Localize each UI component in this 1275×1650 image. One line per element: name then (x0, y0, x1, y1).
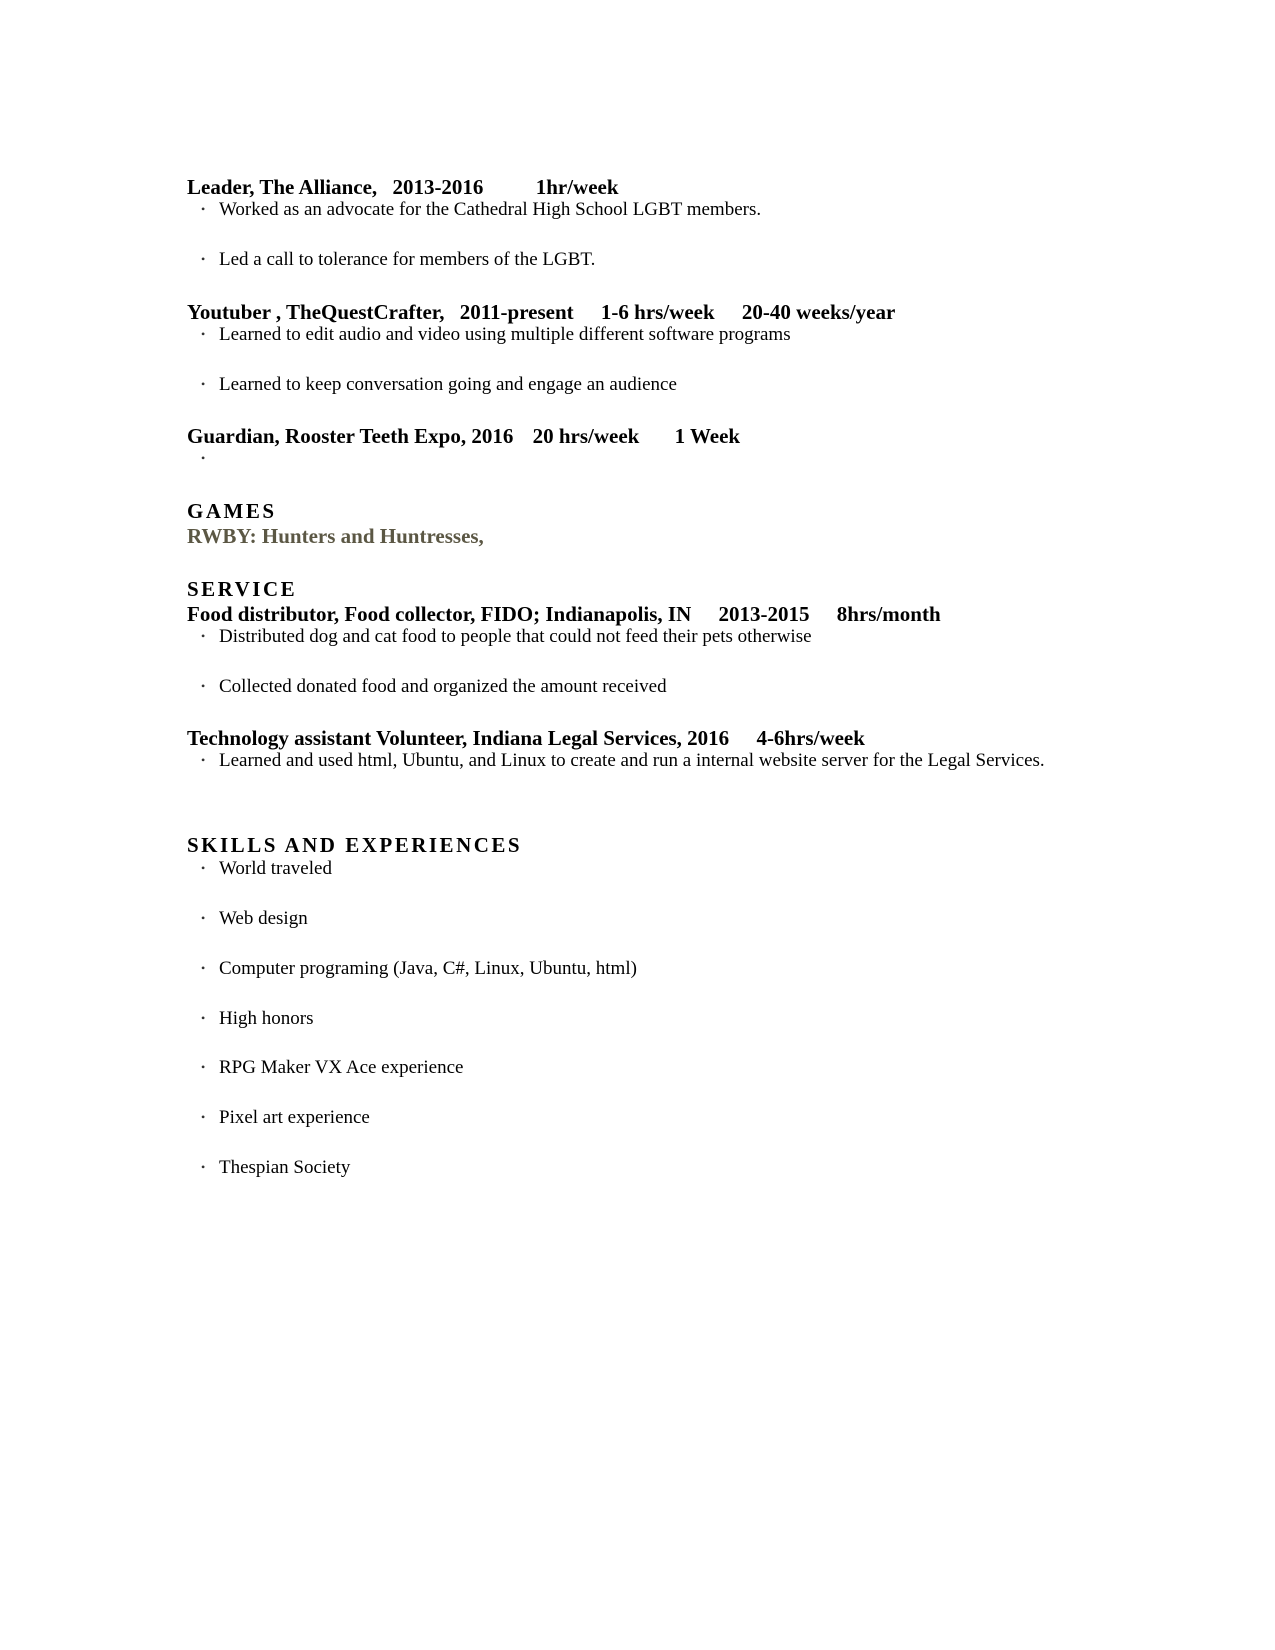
list-item: • Learned to keep conversation going and engage an audience (201, 371, 677, 398)
activity-role: Youtuber , TheQuestCrafter, (187, 300, 445, 324)
bullet-icon: • (201, 1060, 206, 1074)
list-item: • RPG Maker VX Ace experience (201, 1054, 463, 1081)
bullet-icon: • (201, 377, 206, 391)
game-title: RWBY: Hunters and Huntresses, (187, 524, 484, 548)
bullet-icon: • (201, 911, 206, 925)
service-hours: 4-6hrs/week (756, 726, 865, 750)
activity-weeks: 20-40 weeks/year (741, 300, 896, 324)
activity-years: 2013-2016 (392, 175, 484, 199)
bullet-icon: • (201, 1110, 206, 1124)
activity-weeks: 1 Week (674, 424, 741, 448)
list-item: • Thespian Society (201, 1154, 350, 1181)
section-heading-games: GAMES (187, 499, 277, 523)
bullet-icon: • (201, 1160, 206, 1174)
list-item: • Computer programing (Java, C#, Linux, Ubuntu, html) (201, 955, 637, 982)
bullet-icon: • (201, 961, 206, 975)
list-item: • Distributed dog and cat food to people that could not feed their pets otherwise (201, 623, 812, 650)
bullet-icon: • (201, 753, 206, 767)
activity-years: 2011-present (459, 300, 574, 324)
bullet-icon: • (201, 679, 206, 693)
bullet-icon: • (201, 1011, 206, 1025)
bullet-icon: • (201, 327, 206, 341)
list-item: • High honors (201, 1005, 313, 1032)
section-heading-skills: SKILLS AND EXPERIENCES (187, 833, 523, 857)
list-item: • World traveled (201, 855, 332, 882)
list-item: • Collected donated food and organized the amount received (201, 673, 667, 700)
list-item-empty (201, 445, 219, 472)
service-hours: 8hrs/month (836, 602, 941, 626)
bullet-icon: • (201, 451, 206, 465)
activity-hours: 1-6 hrs/week (600, 300, 715, 324)
service-role: Food distributor, Food collector, FIDO; Indianapolis, IN (187, 602, 692, 626)
list-item: • Worked as an advocate for the Cathedral High School LGBT members. (201, 196, 761, 223)
list-item: • Pixel art experience (201, 1104, 370, 1131)
list-item: • Learned and used html, Ubuntu, and Linux to create and run a internal website server for the Legal Services. (201, 743, 1079, 778)
activity-role: Guardian, Rooster Teeth Expo, 2016 (187, 424, 514, 448)
activity-heading-guardian (187, 423, 740, 449)
bullet-icon: • (201, 629, 206, 643)
activity-hours: 1hr/week (535, 175, 619, 199)
bullet-icon: • (201, 861, 206, 875)
bullet-icon: • (201, 252, 206, 266)
section-heading-service: SERVICE (187, 577, 298, 601)
bullet-icon: • (201, 202, 206, 216)
list-item: • Led a call to tolerance for members of the LGBT. (201, 246, 595, 273)
list-item: • Learned to edit audio and video using multiple different software programs (201, 321, 791, 348)
activity-hours: 20 hrs/week (532, 424, 640, 448)
service-years: 2013-2015 (718, 602, 810, 626)
service-role: Technology assistant Volunteer, Indiana Legal Services, 2016 (187, 726, 730, 750)
list-item: • Web design (201, 905, 308, 932)
activity-role: Leader, The Alliance, (187, 175, 378, 199)
